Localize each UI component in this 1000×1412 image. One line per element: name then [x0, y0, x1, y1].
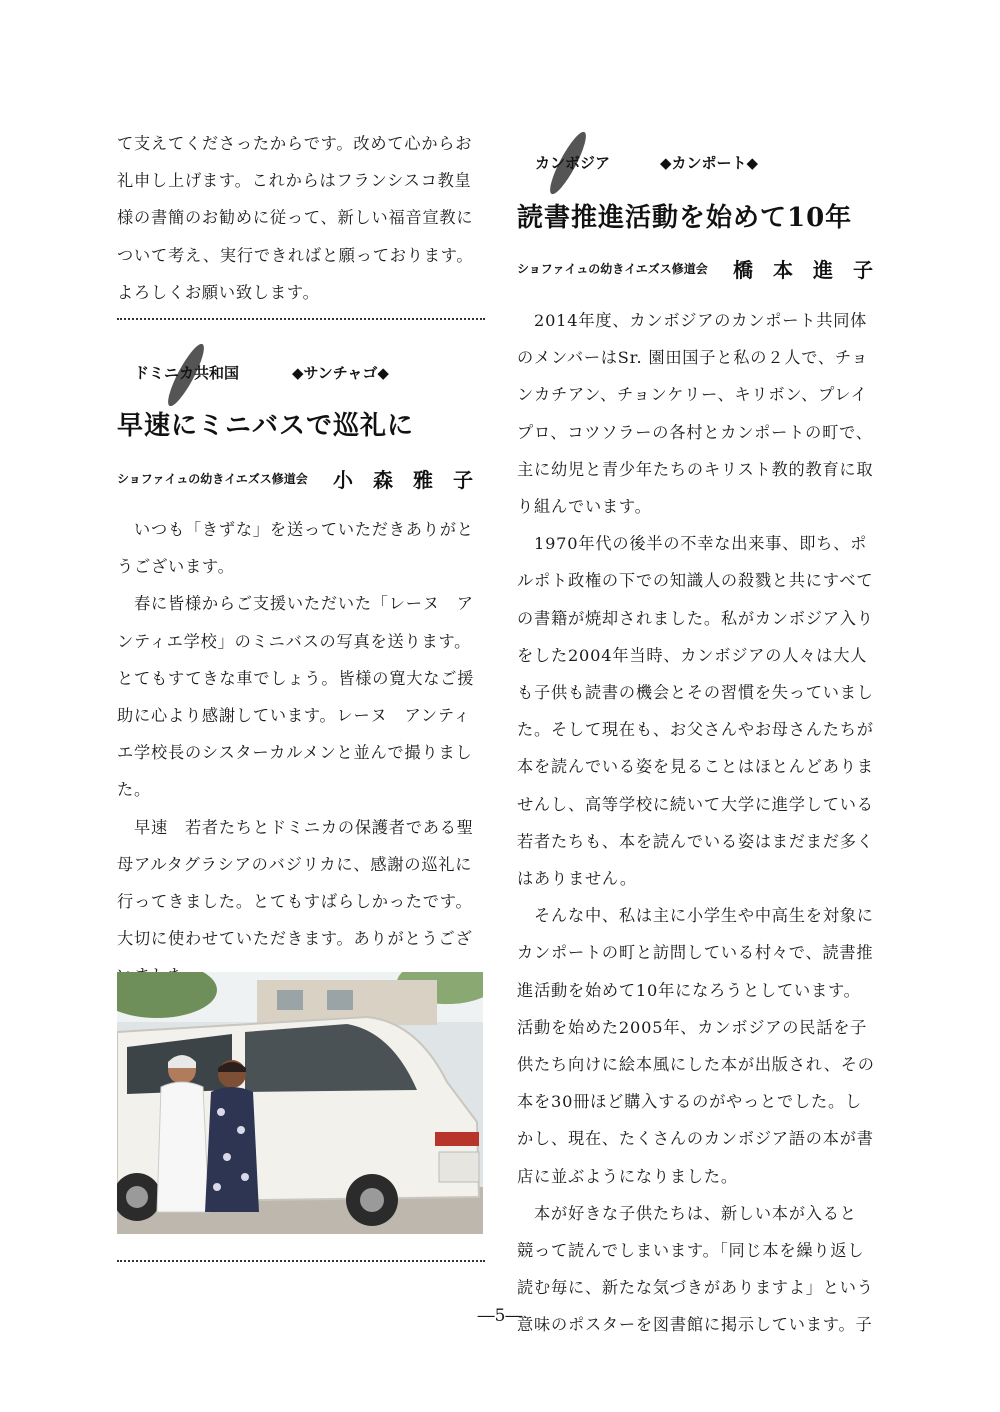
left-country-label: ドミニカ共和国 — [134, 364, 240, 382]
left-article-title: 早速にミニバスで巡礼に — [117, 411, 415, 441]
right-country-label: カンボジア — [535, 154, 611, 172]
left-intro-text: て支えてくださったからです。改めて心からお 礼申し上げます。これからはフランシスコ教皇 様の書簡のお勧めに従って、新しい福音宣教に ついて考え、実行できればと願っております。 よろしくお願い致します。 — [117, 134, 474, 302]
left-city-label: ◆サンチャゴ◆ — [292, 364, 389, 382]
minibus-photo-illustration — [117, 972, 483, 1234]
left-author-org: ショファイュの幼きイエズス修道会 — [117, 472, 308, 486]
right-author-org: ショファイュの幼きイエズス修道会 — [517, 262, 708, 276]
right-article-title: 読書推進活動を始めて10年 — [517, 203, 853, 233]
right-author-name: 橋本進子 — [733, 258, 893, 282]
page-number: ―5― — [477, 1306, 523, 1326]
right-city-label: ◆カンポート◆ — [660, 154, 759, 172]
left-column — [117, 120, 485, 311]
left-author-name: 小森雅子 — [333, 468, 493, 492]
right-article-body: 2014年度、カンボジアのカンポート共同体 のメンバーはSr. 園田国子と私の２人で、チョ ンカチアン、チョンケリー、キリボン、プレイ プロ、コツソラーの各村とカンポートの町で、 主に幼児と青少年たちのキリスト教的教育に取 り組んでいます。 1970年代の後半の不幸な出来事、即ち、ポ ルポト政権の下での知識人の殺戮と共にすべて の書籍が焼却されました。私がカンボジア入り をした2004年当時、カンボジアの人々は大人 も子供も読書の機会とその習慣を失っていまし た。そして現在も、お父さんやお母さんたちが 本を読んでいる姿を見ることはほとんどありま せんし、高等学校に続いて大学に進学している 若者たちも、本を読んでいる姿はまだまだ多く はありません。 そんな中、私は主に小学生や中高生を対象に カンポートの町と訪問している村々で、読書推 進活動を始めて10年になろうとしています。 活動を始めた2005年、カンボジアの民話を子 供たち向けに絵本風にした本が出版され、その 本を30冊ほど購入するのがやっとでした。し かし、現在、たくさんのカンボジア語の本が書 店に並ぶようになりました。 本が好きな子供たちは、新しい本が入ると 競って読んでしまいます。「同じ本を繰り返し 読む毎に、新たな気づきがありますよ」という 意味のポスターを図書館に掲示しています。子 — [517, 311, 875, 1335]
left-article-body: いつも「きずな」を送っていただきありがと うございます。 春に皆様からご支援いただいた「レーヌ ア ンティエ学校」のミニバスの写真を送ります。 とてもすてきな車でしょう。皆様の寛大なご援 助に心より感謝しています。レーヌ アンティ エ学校長のシスターカルメンと並んで撮りまし た。 早速 若者たちとドミニカの保護者である聖 母アルタグラシアのバジリカに、感謝の巡礼に 行ってきました。とてもすばらしかったです。 大切に使わせていただきます。ありがとうござ — [117, 520, 475, 949]
left-divider-bottom — [117, 1260, 485, 1262]
minibus-photo — [117, 972, 483, 1234]
left-divider-top — [117, 318, 485, 320]
right-article-body-wrap — [517, 302, 885, 1344]
left-article-body-wrap — [117, 511, 485, 995]
